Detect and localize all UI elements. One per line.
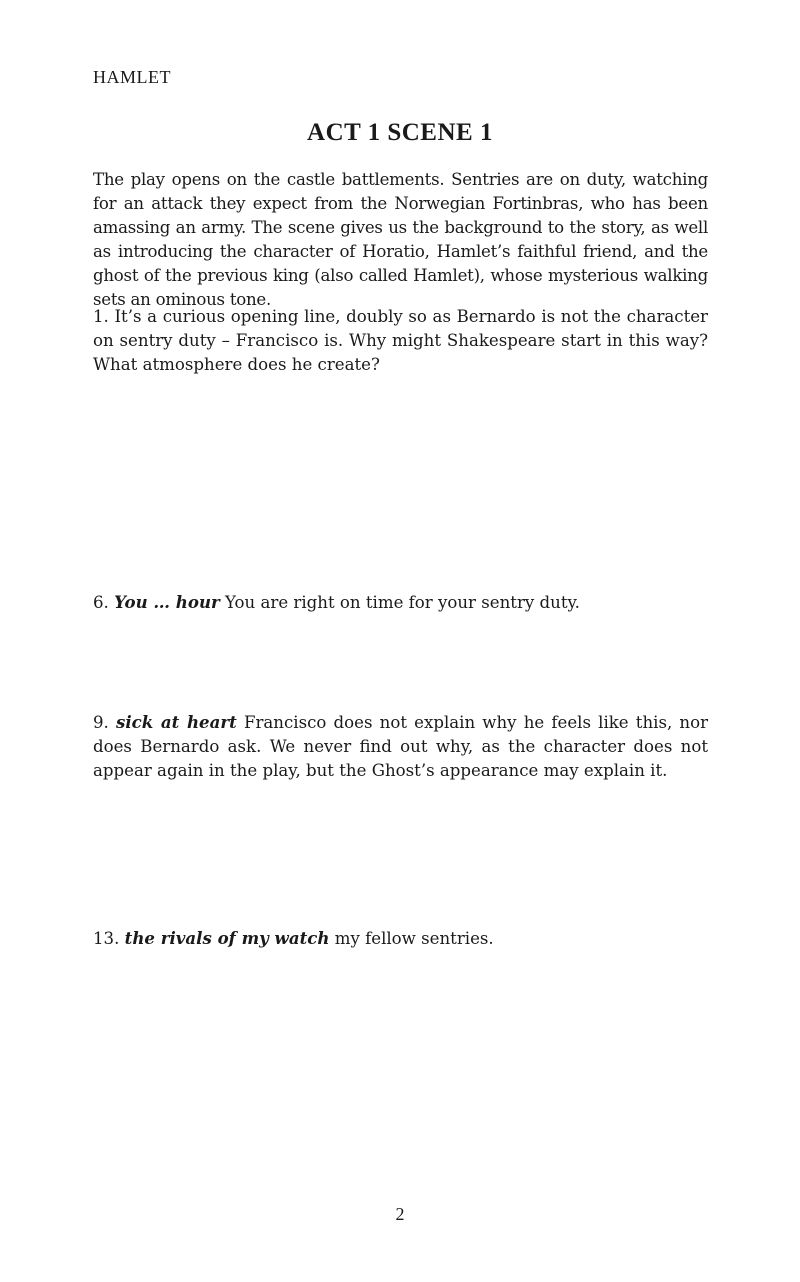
- note-text: Francisco does not explain why he feels like this, nor does Bernardo ask. We never find out why, as the character does not appear again in the play, but the Ghost’s appearance may explain it.: [93, 713, 709, 780]
- note-line-1: [93, 305, 708, 377]
- note-number: 13.: [93, 929, 120, 948]
- note-line-13: [93, 926, 708, 951]
- note-line-6: [93, 590, 708, 615]
- note-line-9: [93, 710, 708, 783]
- scene-title: ACT 1 SCENE 1: [307, 119, 493, 146]
- scene-introduction: The play opens on the castle battlements. Sentries are on duty, watching for an attack they expect from the Norwegian Fortinbras, who has been amassing an army. The scene gives us the background to the story, as well as introducing the character of Horatio, Hamlet’s faithful friend, and the ghost of the previous king (also called Hamlet), whose mysterious walking sets an ominous tone.: [93, 170, 708, 309]
- page-number: 2: [395, 1204, 405, 1224]
- running-head: HAMLET: [93, 67, 171, 87]
- note-text: You are right on time for your sentry duty.: [225, 593, 580, 612]
- note-lemma: sick at heart: [116, 712, 237, 732]
- note-lemma: You … hour: [114, 592, 220, 612]
- note-lemma: the rivals of my watch: [124, 928, 330, 948]
- note-number: 1.: [93, 307, 109, 326]
- note-text: my fellow sentries.: [334, 929, 494, 948]
- note-number: 6.: [93, 593, 109, 612]
- note-number: 9.: [93, 713, 109, 732]
- note-text: It’s a curious opening line, doubly so as Bernardo is not the character on sentry duty – Francisco is. Why might Shakespeare start in this way? What atmosphere does he create?: [93, 307, 708, 374]
